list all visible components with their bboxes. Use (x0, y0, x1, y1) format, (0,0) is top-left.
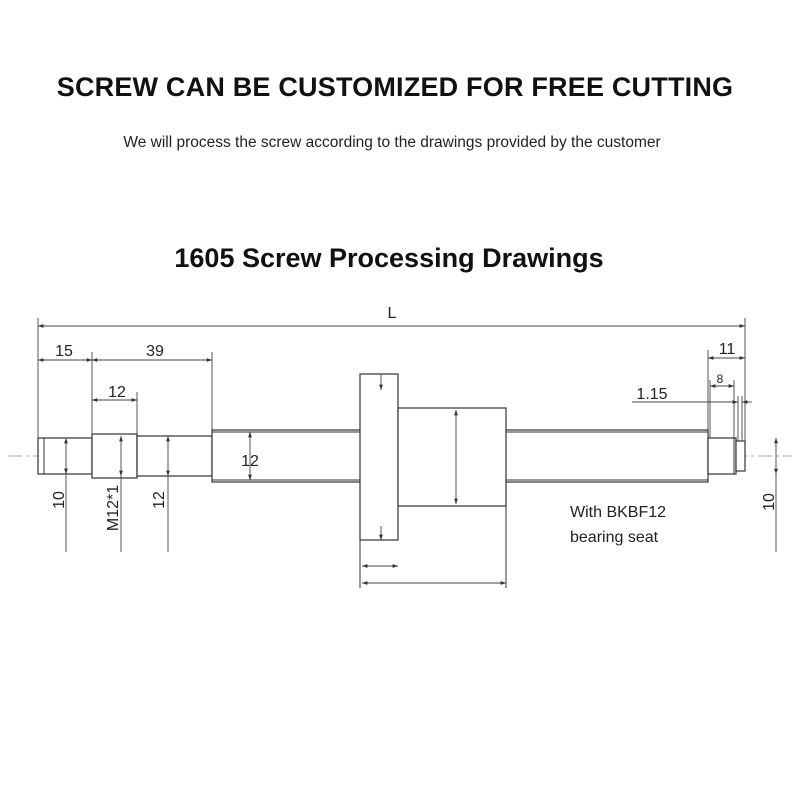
dim-label-11: 11 (718, 341, 736, 358)
right-journal (708, 438, 736, 474)
dim-label-1-15: 1.15 (636, 386, 668, 403)
dim-right-step (710, 372, 734, 438)
note-line-1: With BKBF12 (570, 504, 667, 521)
dim-right-end (708, 341, 745, 430)
dim-label-10-right: 10 (761, 493, 778, 511)
thread-section (92, 434, 137, 478)
subheadline: We will process the screw according to the drawings provided by the customer (123, 134, 661, 151)
bearing-seat (137, 436, 212, 476)
dim-thread-length (92, 384, 137, 434)
dim-label-8: 8 (716, 372, 724, 386)
dim-label-15: 15 (55, 343, 73, 360)
headline: SCREW CAN BE CUSTOMIZED FOR FREE CUTTING (56, 72, 734, 102)
dim-label-m12: M12*1 (105, 484, 122, 532)
dim-label-10-left: 10 (51, 491, 68, 509)
dim-left-end (38, 343, 92, 434)
nut-flange (360, 374, 398, 540)
ball-nut (360, 374, 506, 588)
dim-right-diameter (761, 438, 778, 552)
dim-label-12-shaft: 12 (241, 453, 259, 470)
dim-label-L: L (387, 305, 397, 322)
right-end-step (736, 441, 745, 471)
nut-body (398, 408, 506, 506)
left-journal (38, 438, 92, 474)
dim-label-39: 39 (146, 343, 164, 360)
dim-label-12-top: 12 (108, 384, 126, 401)
drawing-title: 1605 Screw Processing Drawings (174, 243, 604, 273)
note-line-2: bearing seat (570, 529, 659, 546)
dim-label-12-left: 12 (151, 491, 168, 509)
